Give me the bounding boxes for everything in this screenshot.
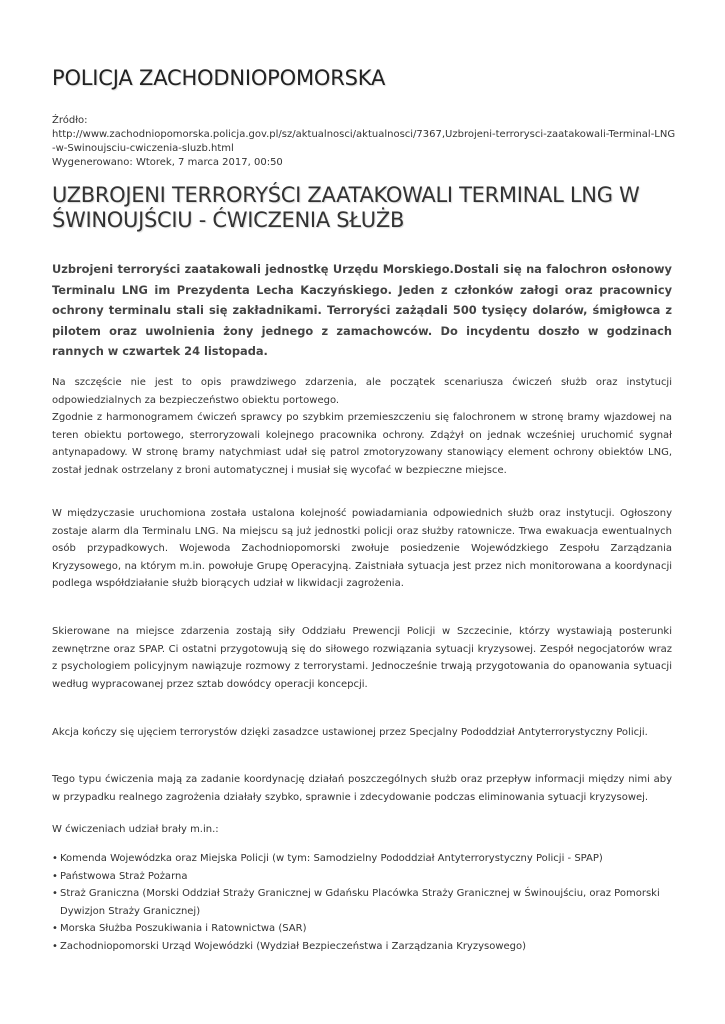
list-item: • Państwowa Straż Pożarna: [52, 868, 672, 886]
paragraph-1a: Na szczęście nie jest to opis prawdziwego zdarzenia, ale początek scenariusza ćwiczeń służb oraz instytucji odpowiedzialnych za bezpieczeństwo obiektu portowego.: [52, 377, 672, 406]
article-title: UZBROJENI TERRORYŚCI ZAATAKOWALI TERMINAL LNG W ŚWINOUJŚCIU - ĆWICZENIA SŁUŻB: [52, 183, 640, 232]
participants-intro: W ćwiczeniach udział brały m.in.:: [52, 824, 219, 835]
paragraph-2: W międzyczasie uruchomiona została ustalona kolejność powiadamiania odpowiednich służb oraz instytucji. Ogłoszony zostaje alarm dla Terminalu LNG. Na miejscu są już jednostki policji oraz służby ratownicze. Trwa ewakuacja ewentualnych osób przypadkowych. Wojewoda Zachodniopomorski zwołuje posiedzenie Wojewódzkiego Zespołu Zarządzania Kryzysowego, na którym m.in. powołuje Grupę Operacyjną. Zaistniała sytuacja jest przez nich monitorowana a koordynacji podlega współdziałanie służb biorących udział w likwidacji zagrożenia.: [52, 508, 672, 590]
generated-date: Wygenerowano: Wtorek, 7 marca 2017, 00:50: [52, 157, 283, 168]
list-item: • Zachodniopomorski Urząd Wojewódzki (Wydział Bezpieczeństwa i Zarządzania Kryzysowego): [52, 938, 672, 956]
paragraph-3: Skierowane na miejsce zdarzenia zostają siły Oddziału Prewencji Policji w Szczecinie, którzy wystawiają posterunki zewnętrzne oraz SPAP. Ci ostatni przygotowują się do siłowego rozwiązania sytuacji kryzysowej. Zespół negocjatorów wraz z psychologiem policyjnym nawiązuje rozmowy z terrorystami. Jednocześnie trwają przygotowania do opanowania sytuacji według wypracowanej przez sztab dowódcy operacji koncepcji.: [52, 626, 672, 690]
site-title: POLICJA ZACHODNIOPOMORSKA: [52, 66, 386, 90]
source-url-line-1: http://www.zachodniopomorska.policja.gov.pl/sz/aktualnosci/aktualnosci/7367,Uzbrojeni-terrorysci-zaatakowali-Terminal-LNG: [52, 129, 676, 140]
paragraph-1: [52, 374, 672, 480]
source-url-line-2: -w-Swinoujsciu-cwiczenia-sluzb.html: [52, 143, 234, 154]
list-item: • Straż Graniczna (Morski Oddział Straży Granicznej w Gdańsku Placówka Straży Granicznej w Świnoujściu, oraz Pomorski Dywizjon Straży Granicznej): [52, 885, 672, 920]
source-info: [52, 114, 676, 170]
paragraph-5: Tego typu ćwiczenia mają za zadanie koordynację działań poszczególnych służb oraz przepływ informacji między nimi aby w przypadku realnego zagrożenia działały szybko, sprawnie i zdecydowanie podczas eliminowania sytuacji kryzysowej.: [52, 774, 672, 803]
source-label: Źródło:: [52, 115, 88, 126]
participants-list: [52, 850, 672, 956]
list-item: • Morska Służba Poszukiwania i Ratownictwa (SAR): [52, 920, 672, 938]
paragraph-1b: Zgodnie z harmonogramem ćwiczeń sprawcy po szybkim przemieszczeniu się falochronem w stronę bramy wjazdowej na teren obiektu portowego, sterroryzowali kolejnego pracownika ochrony. Zdążył on jednak wcześniej uruchomić sygnał antynapadowy. W stronę bramy natychmiast udał się patrol zmotoryzowany stanowiący element ochrony obiektów LNG, został jednak ostrzelany z broni automatycznej i musiał się wycofać w bezpieczne miejsce.: [52, 412, 672, 476]
article-lead: Uzbrojeni terroryści zaatakowali jednostkę Urzędu Morskiego.Dostali się na falochron osłonowy Terminalu LNG im Prezydenta Lecha Kaczyńskiego. Jeden z członków załogi oraz pracownicy ochrony terminalu stali się zakładnikami. Terroryści zażądali 500 tysięcy dolarów, śmigłowca z pilotem oraz uwolnienia żony jednego z zamachowców. Do incydentu doszło w godzinach rannych w czwartek 24 listopada.: [52, 262, 672, 358]
list-item: • Komenda Wojewódzka oraz Miejska Policji (w tym: Samodzielny Pododdział Antyterrorystyczny Policji - SPAP): [52, 850, 672, 868]
paragraph-4: Akcja kończy się ujęciem terrorystów dzięki zasadzce ustawionej przez Specjalny Pododdział Antyterrorystyczny Policji.: [52, 727, 648, 738]
